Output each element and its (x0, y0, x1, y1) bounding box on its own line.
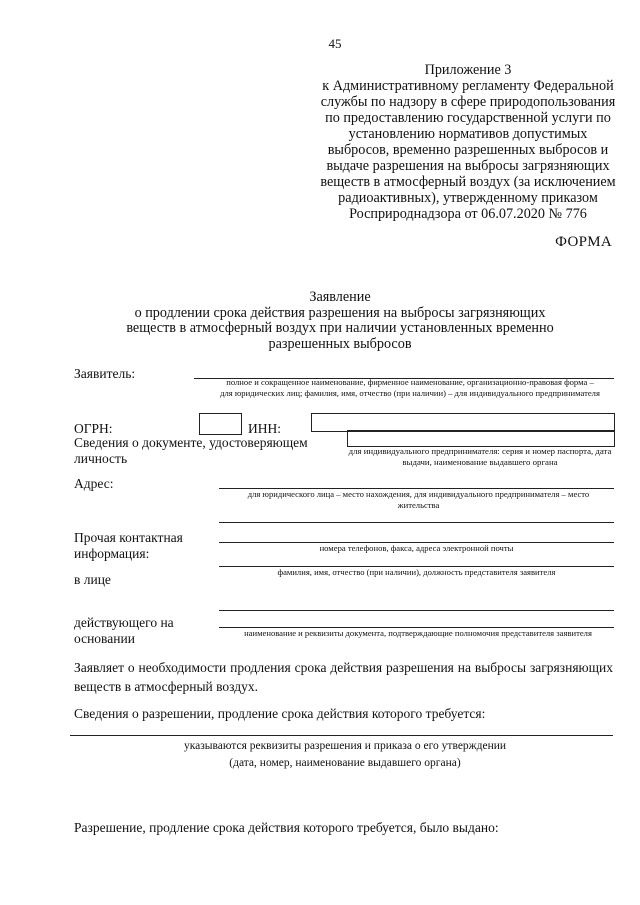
ogrn-field[interactable] (199, 413, 242, 435)
title-subtitle: о продлении срока действия разрешения на выбросы загрязняющих веществ в атмосферный воздух при наличии установленных временно разрешенных выбросов (126, 304, 554, 352)
appendix-number: Приложение 3 (424, 62, 512, 78)
identity-doc-label: Сведения о документе, удостоверяющем личность (74, 435, 308, 466)
address-line-2[interactable] (219, 522, 614, 523)
address-caption: для юридического лица – место нахождения, для индивидуального предпринимателя – место жительства (247, 489, 590, 510)
permit-info-line[interactable] (70, 735, 613, 736)
basis-label: действующего на основании (74, 615, 174, 646)
form-label: ФОРМА (555, 234, 612, 250)
ogrn-label: ОГРН: (74, 421, 113, 436)
title-heading: Заявление (309, 289, 371, 305)
inn-label: ИНН: (248, 421, 281, 436)
page-number: 45 (328, 36, 342, 51)
permit-caption-line1: указываются реквизиты разрешения и приказа о его утверждении (183, 740, 507, 752)
permit-info-label: Сведения о разрешении, продление срока действия которого требуется: (74, 706, 486, 721)
person-caption: фамилия, имя, отчество (при наличии), должность представителя заявителя (277, 567, 556, 577)
applicant-caption: полное и сокращенное наименование, фирменное наименование, организационно-правовая форма – для юридических лиц; фамилия, имя, отчество (при наличии) – для индивидуального предпринимателя (220, 377, 600, 398)
permit-caption (140, 738, 550, 772)
contact-label: Прочая контактная информация: (74, 530, 183, 561)
identity-doc-caption: для индивидуального предпринимателя: серия и номер паспорта, дата выдачи, наименование выдавшего органа (348, 446, 612, 467)
basis-caption: наименование и реквизиты документа, подтверждающие полномочия представителя заявителя (244, 628, 592, 638)
permit-caption-line2: (дата, номер, наименование выдавшего органа) (229, 757, 461, 769)
identity-doc-field[interactable] (347, 430, 615, 447)
appendix-block (318, 62, 618, 222)
applicant-label: Заявитель: (74, 366, 136, 381)
person-line-2[interactable] (219, 610, 614, 611)
person-label: в лице (74, 572, 111, 587)
address-label: Адрес: (74, 476, 114, 491)
document-title (110, 290, 570, 352)
contact-caption: номера телефонов, факса, адреса электронной почты (319, 543, 514, 553)
issued-label: Разрешение, продление срока действия которого требуется, было выдано: (74, 820, 499, 835)
appendix-text: к Административному регламенту Федеральной службы по надзору в сфере природопользования по предоставлению государственной услуги по установлению нормативов допустимых выбросов, временно разрешенных выбросов и выдаче разрешения на выбросы загрязняющих веществ в атмосферный воздух (за исключением радиоактивных), утвержденному приказом Росприроднадзора от 06.07.2020 № 776 (320, 78, 616, 222)
statement-text: Заявляет о необходимости продления срока действия разрешения на выбросы загрязняющих веществ в атмосферный воздух. (74, 660, 613, 694)
